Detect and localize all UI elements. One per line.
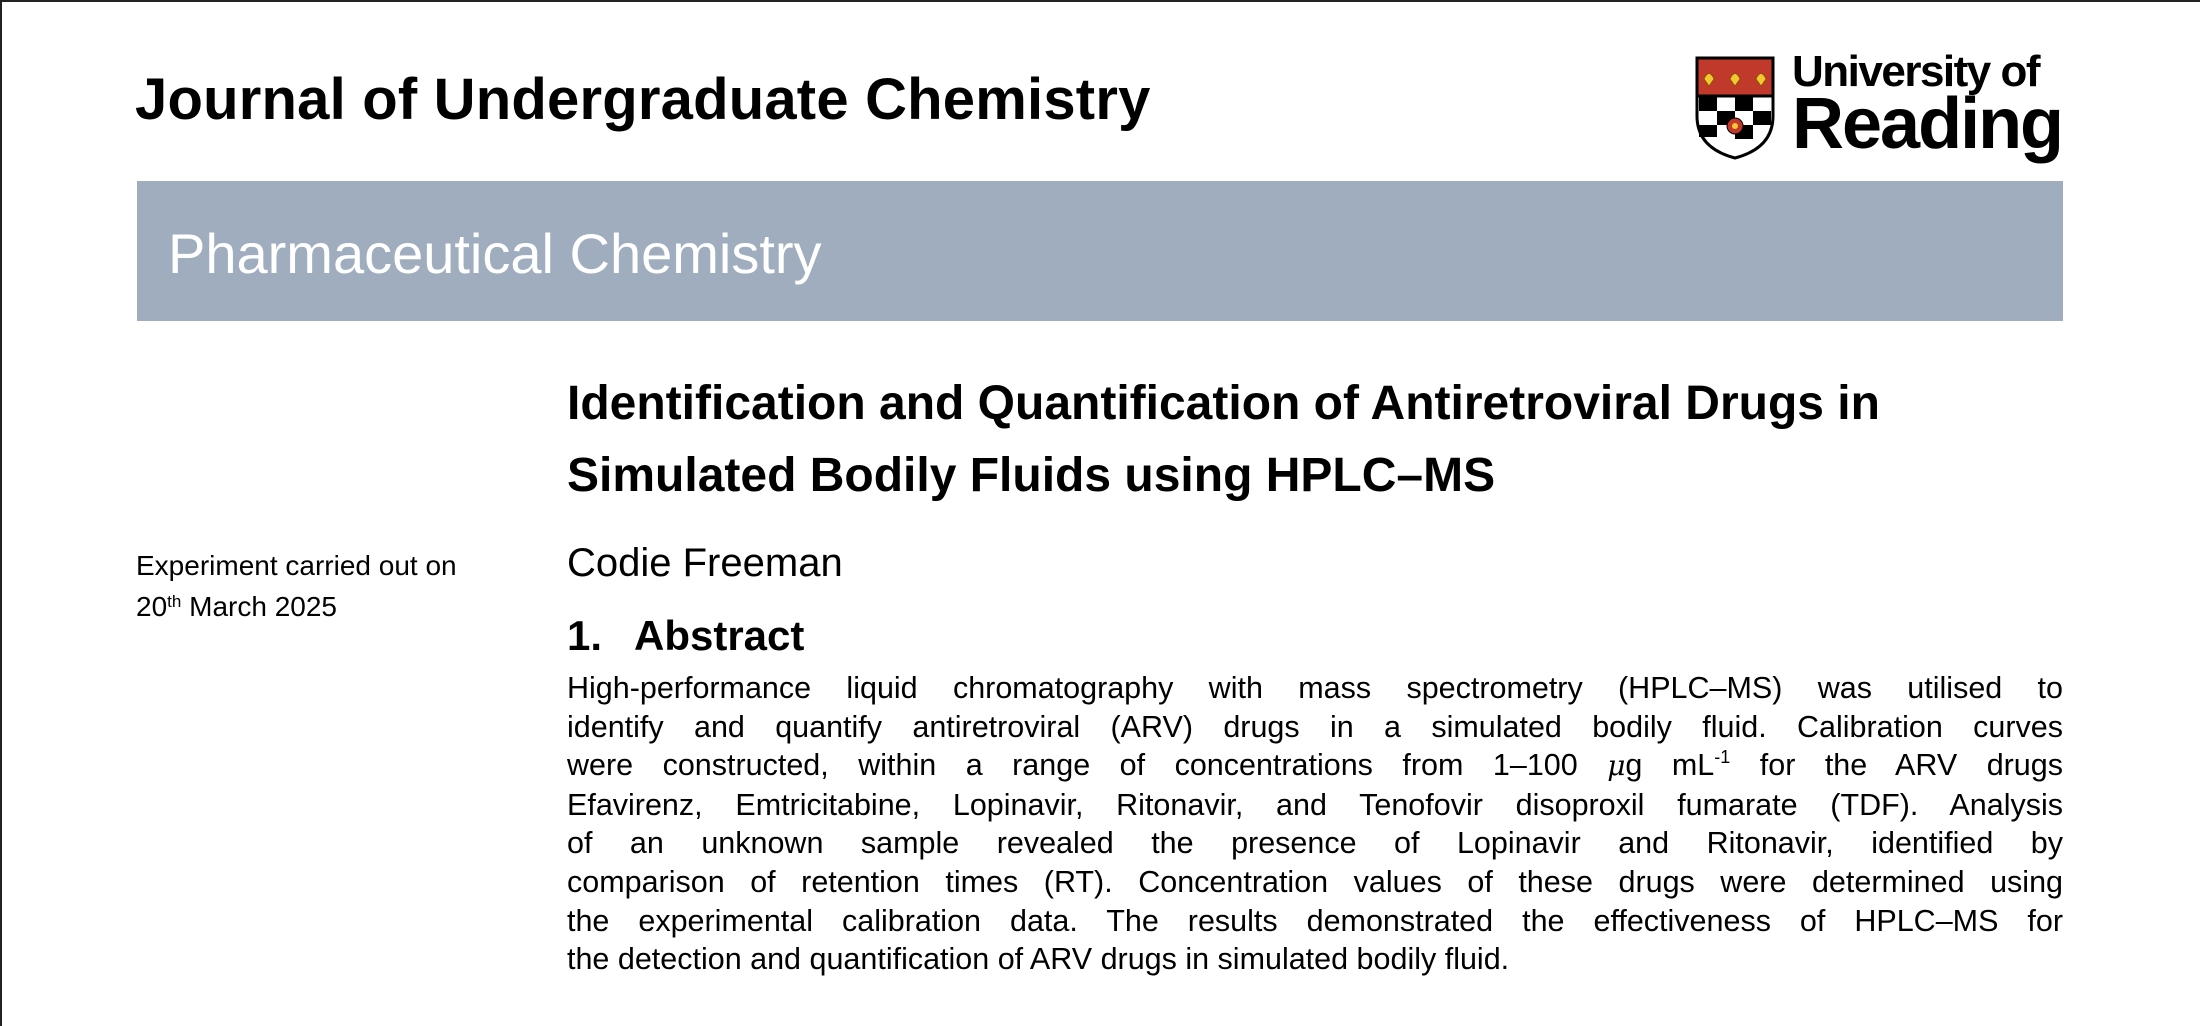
abstract-line (567, 746, 2063, 786)
paper-title: Identification and Quantification of Antiretroviral Drugs in Simulated Bodily Fluids using HPLC–MS (567, 377, 1880, 502)
section-banner-label: Pharmaceutical Chemistry (168, 222, 822, 285)
abstract-line-part: were constructed, within a range of concentrations from 1–100 (567, 748, 1608, 783)
abstract-line: comparison of retention times (RT). Concentration values of these drugs were determined using (567, 864, 2063, 899)
abstract-line-part: for the ARV drugs (1730, 748, 2063, 783)
experiment-note-line1: Experiment carried out on (136, 550, 457, 581)
abstract-line: High-performance liquid chromatography with mass spectrometry (HPLC–MS) was utilised to (567, 671, 2063, 705)
abstract-body (567, 669, 2063, 979)
section-number: 1. (567, 612, 603, 659)
logo-text-line2: Reading (1792, 84, 2063, 164)
abstract-line: identify and quantify antiretroviral (ARV) drugs in a simulated bodily fluid. Calibration curves (567, 709, 2063, 744)
experiment-date-note (136, 545, 457, 627)
experiment-note-date (136, 586, 457, 627)
university-crest-icon (1695, 56, 1775, 160)
mu-symbol: μ (1607, 749, 1626, 783)
abstract-line: of an unknown sample revealed the presence of Lopinavir and Ritonavir, identified by (567, 826, 2063, 861)
university-logo (1695, 47, 2063, 168)
journal-title: Journal of Undergraduate Chemistry (135, 67, 1151, 132)
section-banner (137, 181, 2063, 321)
unit-text: g mL (1625, 748, 1715, 783)
logo-text-line1: University of (1792, 47, 2040, 96)
abstract-line: the detection and quantification of ARV drugs in simulated bodily fluid. (567, 942, 1510, 977)
abstract-line: Efavirenz, Emtricitabine, Lopinavir, Ritonavir, and Tenofovir disoproxil fumarate (TDF). Analysis (567, 787, 2063, 822)
experiment-day: 20 (136, 591, 168, 622)
section-title: Abstract (634, 612, 805, 659)
author-name: Codie Freeman (567, 541, 843, 585)
abstract-heading (567, 612, 804, 660)
experiment-month-year: March 2025 (189, 591, 337, 622)
abstract-line: the experimental calibration data. The results demonstrated the effectiveness of HPLC–MS for (567, 903, 2063, 938)
unit-exponent: -1 (1714, 747, 1731, 768)
experiment-day-suffix: th (167, 592, 182, 611)
